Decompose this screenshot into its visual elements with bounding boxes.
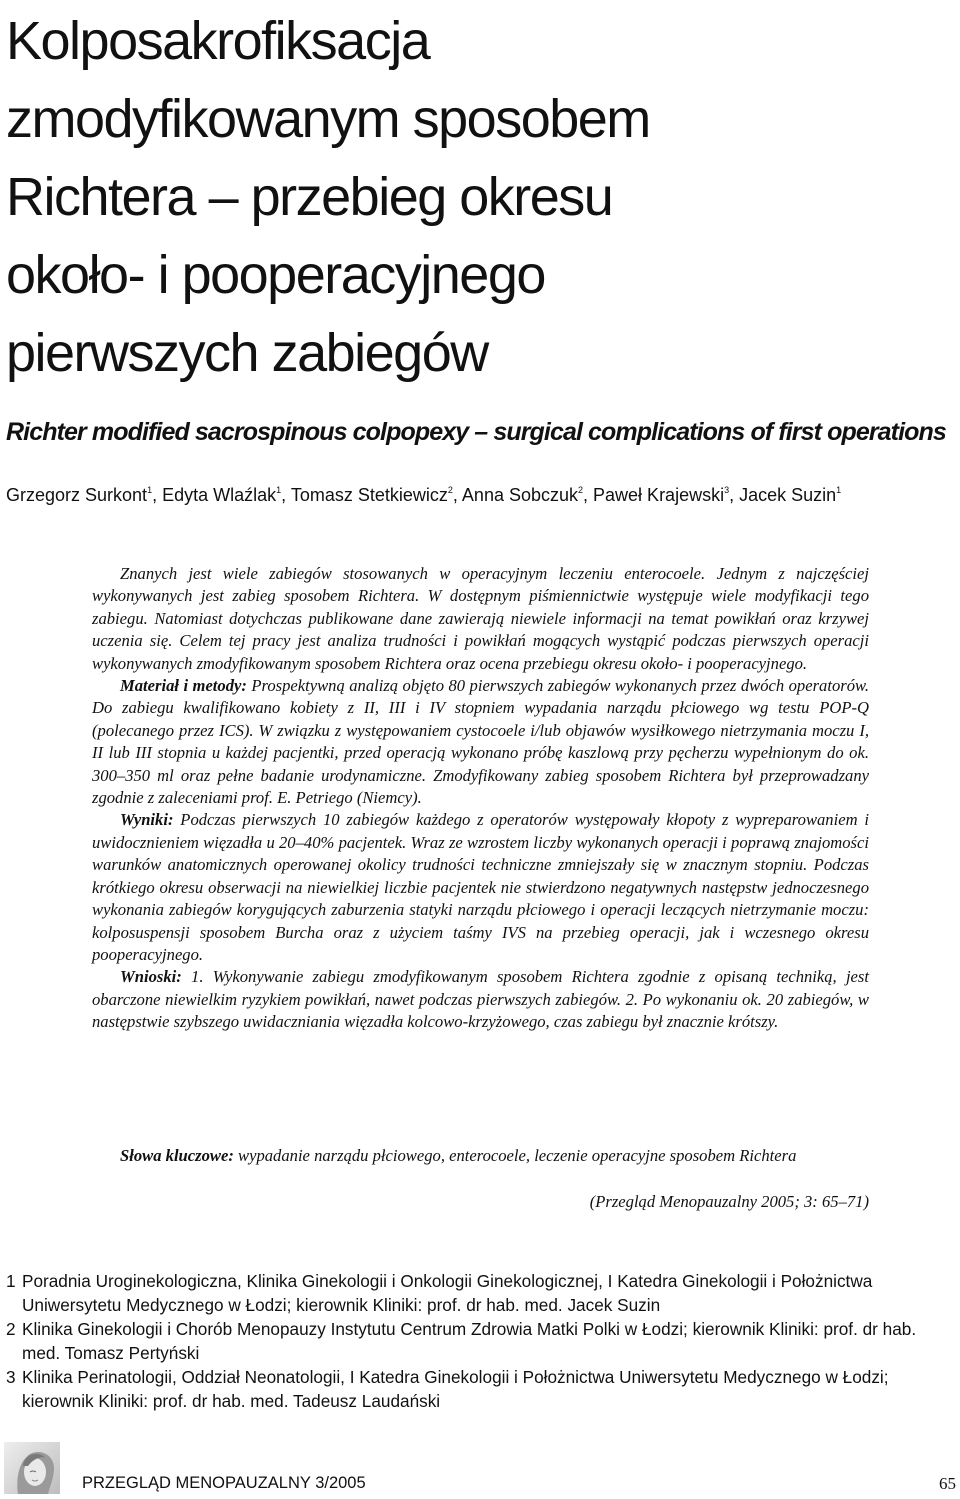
abstract-conclusions <box>92 966 869 1033</box>
title-line: około- i pooperacyjnego <box>6 245 545 305</box>
affiliation-item <box>6 1366 956 1414</box>
title-line: zmodyfikowanym sposobem <box>6 89 650 149</box>
affiliation-mark: 2 <box>447 485 453 495</box>
methods-label: Materiał i metody: <box>120 676 247 696</box>
author-name: Anna Sobczuk <box>461 485 578 505</box>
abstract-intro: Znanych jest wiele zabiegów stosowanych w operacyjnym leczeniu enterocoele. Jednym z najczęściej wykonywanych jest zabieg sposobem Richtera. W dostępnym piśmiennictwie występuje wiele modyfikacji tego zabiegu. Natomiast dotychczas publikowane dane zawierają niewiele informacji na temat powikłań oraz krzywej uczenia się. Celem tej pracy jest analiza trudności i powikłań mogących wystąpić podczas pierwszych operacji wykonywanych zmodyfikowanym sposobem Richtera oraz ocena przebiegu okresu około- i pooperacyjnego. <box>92 564 869 673</box>
title-line: Kolposakrofiksacja <box>6 11 430 71</box>
keywords-label: Słowa kluczowe: <box>120 1146 234 1165</box>
author-list: Grzegorz Surkont$^1$, Edyta Wlaźlak$^1$, Tomasz Stetkiewicz$^2$, Anna Sobczuk$^2$, Paweł Krajewski$^3$, Jacek Suzin$^1$ <box>6 485 842 505</box>
conclusions-text: 1. Wykonywanie zabiegu zmodyfikowanym sposobem Richtera zgodnie z opisaną techniką, jest obarczone niewielkim ryzykiem powikłań, nawet podczas pierwszych zabiegów. 2. Po wykonaniu ok. 20 zabiegów, w następstwie szybszego uwidaczniania więzadła kolcowo-krzyżowego, czas zabiegu był znacznie krótszy. <box>92 967 869 1032</box>
title-line: pierwszych zabiegów <box>6 323 488 383</box>
keywords <box>92 1145 869 1167</box>
abstract-methods <box>92 675 869 809</box>
results-text: Podczas pierwszych 10 zabiegów każdego z operatorów występowały kłopoty z wypreparowaniem i uwidocznieniem więzadła u 20–40% pacjentek. Wraz ze wzrostem liczby wykonanych operacji i poprawą znajomości warunków anatomicznych operowanej okolicy trudności techniczne zmniejszały się w znacznym stopniu. Podczas krótkiego okresu obserwacji na niewielkiej liczbie pacjentek nie stwierdzono negatywnych następstw jednoczesnego wykonania zabiegów korygujących zaburzenia statyki narządu płciowego i operacji leczących nietrzymanie moczu: kolposuspensji sposobem Burcha oraz z użyciem taśmy IVS na przebieg operacji, jak i wczesnego okresu pooperacyjnego. <box>92 810 869 964</box>
english-subtitle: Richter modified sacrospinous colpopexy – surgical complications of first operations <box>6 418 946 446</box>
affiliation-mark: 1 <box>276 485 282 495</box>
affiliation-number: 2 <box>6 1318 16 1339</box>
citation: (Przegląd Menopauzalny 2005; 3: 65–71) <box>589 1192 869 1211</box>
affiliation-mark: 3 <box>724 485 730 495</box>
affiliation-mark: 1 <box>836 485 842 495</box>
affiliation-number: 3 <box>6 1366 16 1387</box>
affiliation-mark: 1 <box>147 485 153 495</box>
author-name: Grzegorz Surkont <box>6 485 148 505</box>
affiliation-item <box>6 1270 956 1318</box>
results-label: Wyniki: <box>120 810 174 830</box>
author-name: Paweł Krajewski <box>593 485 725 505</box>
article-title <box>6 2 946 392</box>
journal-name: PRZEGLĄD MENOPAUZALNY 3/2005 <box>82 1474 366 1492</box>
conclusions-label: Wnioski: <box>120 967 182 987</box>
page-number: 65 <box>939 1474 956 1493</box>
journal-portrait-image <box>4 1442 60 1494</box>
author-name: Jacek Suzin <box>739 485 837 505</box>
affiliation-number: 1 <box>6 1271 16 1291</box>
affiliation-text: Klinika Perinatologii, Oddział Neonatologii, I Katedra Ginekologii i Położnictwa Uniwersytetu Medycznego w Łodzi; kierownik Kliniki: prof. dr hab. med. Tadeusz Laudański <box>22 1366 889 1411</box>
author-name: Tomasz Stetkiewicz <box>290 485 448 505</box>
affiliation-text: Klinika Ginekologii i Chorób Menopauzy Instytutu Centrum Zdrowia Matki Polki w Łodzi; kierownik Kliniki: prof. dr hab. med. Tomasz Pertyński <box>22 1318 917 1363</box>
author-name: Edyta Wlaźlak <box>162 485 277 505</box>
affiliation-item <box>6 1318 956 1366</box>
abstract <box>92 563 869 1034</box>
keywords-text: wypadanie narządu płciowego, enterocoele, leczenie operacyjne sposobem Richtera <box>233 1146 797 1165</box>
abstract-results <box>92 809 869 966</box>
title-line: Richtera – przebieg okresu <box>6 167 613 227</box>
affiliation-text: Poradnia Uroginekologiczna, Klinika Ginekologii i Onkologii Ginekologicznej, I Katedra Ginekologii i Położnictwa Uniwersytetu Medycznego w Łodzi; kierownik Kliniki: prof. dr hab. med. Jacek Suzin <box>22 1271 873 1315</box>
methods-text: Prospektywną analizą objęto 80 pierwszych zabiegów wykonanych przez dwóch operatorów. Do zabiegu kwalifikowano kobiety z II, III i IV stopniem wypadania narządu płciowego wg testu POP-Q (polecanego przez ICS). W związku z występowaniem cystocoele i/lub objawów wysiłkowego nietrzymania moczu I, II lub III stopnia u każdej pacjentki, przed operacją wykonano próbę kaszlową przy pęcherzu wypełnionym do ok. 300–350 ml oraz pełne badanie urodynamiczne. Zmodyfikowany zabieg sposobem Richtera był przeprowadzany zgodnie z zaleceniami prof. E. Petriego (Niemcy). <box>92 676 869 808</box>
affiliations <box>6 1270 956 1413</box>
affiliation-mark: 2 <box>578 485 584 495</box>
